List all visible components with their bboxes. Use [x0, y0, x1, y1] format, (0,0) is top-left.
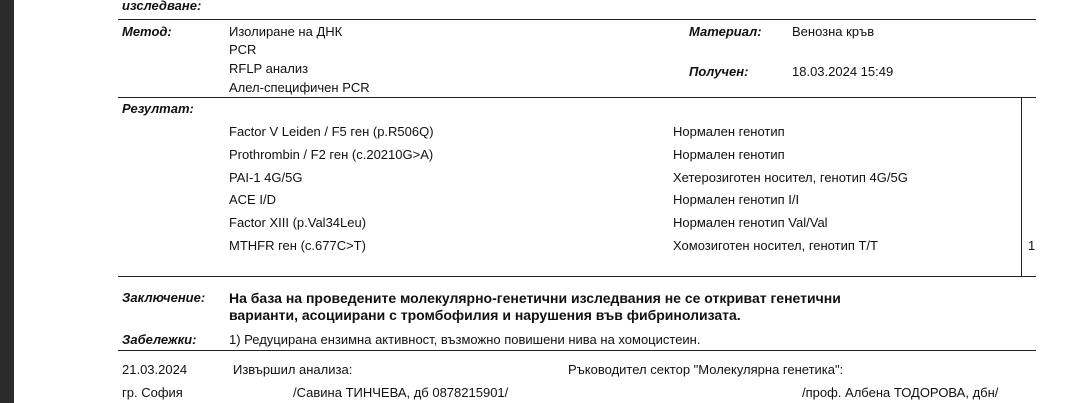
performer-name: /Савина ТИНЧЕВА, дб 0878215901/	[293, 385, 509, 400]
results-right-border	[1021, 98, 1022, 276]
report-date: 21.03.2024	[122, 362, 188, 377]
method-line: Алел-специфичен PCR	[229, 80, 370, 95]
head-label: Ръководител сектор "Молекулярна генетика":	[568, 362, 844, 377]
result-test: ACE I/D	[229, 192, 276, 207]
report-city: гр. София	[122, 385, 183, 400]
method-rule	[118, 97, 1036, 98]
result-test: MTHFR ген (c.677C>T)	[229, 238, 366, 253]
notes-label: Забележки:	[122, 332, 197, 347]
performed-label: Извършил анализа:	[233, 362, 353, 377]
section-label-partial: изследване:	[122, 0, 202, 13]
head-name: /проф. Албена ТОДОРОВА, дбн/	[802, 385, 999, 400]
method-label: Метод:	[122, 24, 172, 39]
conclusion-label: Заключение:	[122, 290, 206, 305]
result-value: Нормален генотип Val/Val	[673, 215, 828, 230]
footnote-ref: 1	[1028, 238, 1036, 253]
result-test: Factor XIII (p.Val34Leu)	[229, 215, 367, 230]
result-value: Нормален генотип I/I	[673, 192, 800, 207]
notes-rule	[118, 350, 1036, 351]
material-value: Венозна кръв	[792, 24, 875, 39]
conclusion-text: варианти, асоциирани с тромбофилия и нарушения във фибринолизата.	[229, 307, 741, 323]
left-edge-bar	[0, 0, 14, 403]
results-rule	[118, 276, 1036, 277]
method-line: Изолиране на ДНК	[229, 24, 343, 39]
result-test: PAI-1 4G/5G	[229, 170, 303, 185]
result-test: Prothrombin / F2 ген (c.20210G>A)	[229, 147, 434, 162]
method-line: PCR	[229, 42, 257, 57]
result-value: Нормален генотип	[673, 147, 785, 162]
result-value: Хомозиготен носител, генотип T/T	[673, 238, 878, 253]
top-rule	[118, 19, 1036, 20]
method-line: RFLP анализ	[229, 61, 309, 76]
result-value: Хетерозиготен носител, генотип 4G/5G	[673, 170, 908, 185]
results-label: Резултат:	[122, 101, 194, 116]
notes-text: 1) Редуцирана ензимна активност, възможно повишени нива на хомоцистеин.	[229, 332, 701, 347]
received-label: Получен:	[689, 64, 749, 79]
material-label: Материал:	[689, 24, 762, 39]
received-value: 18.03.2024 15:49	[792, 64, 894, 79]
result-test: Factor V Leiden / F5 ген (p.R506Q)	[229, 124, 434, 139]
result-value: Нормален генотип	[673, 124, 785, 139]
conclusion-text: На база на проведените молекулярно-генетични изследвания не се откриват генетични	[229, 290, 841, 306]
